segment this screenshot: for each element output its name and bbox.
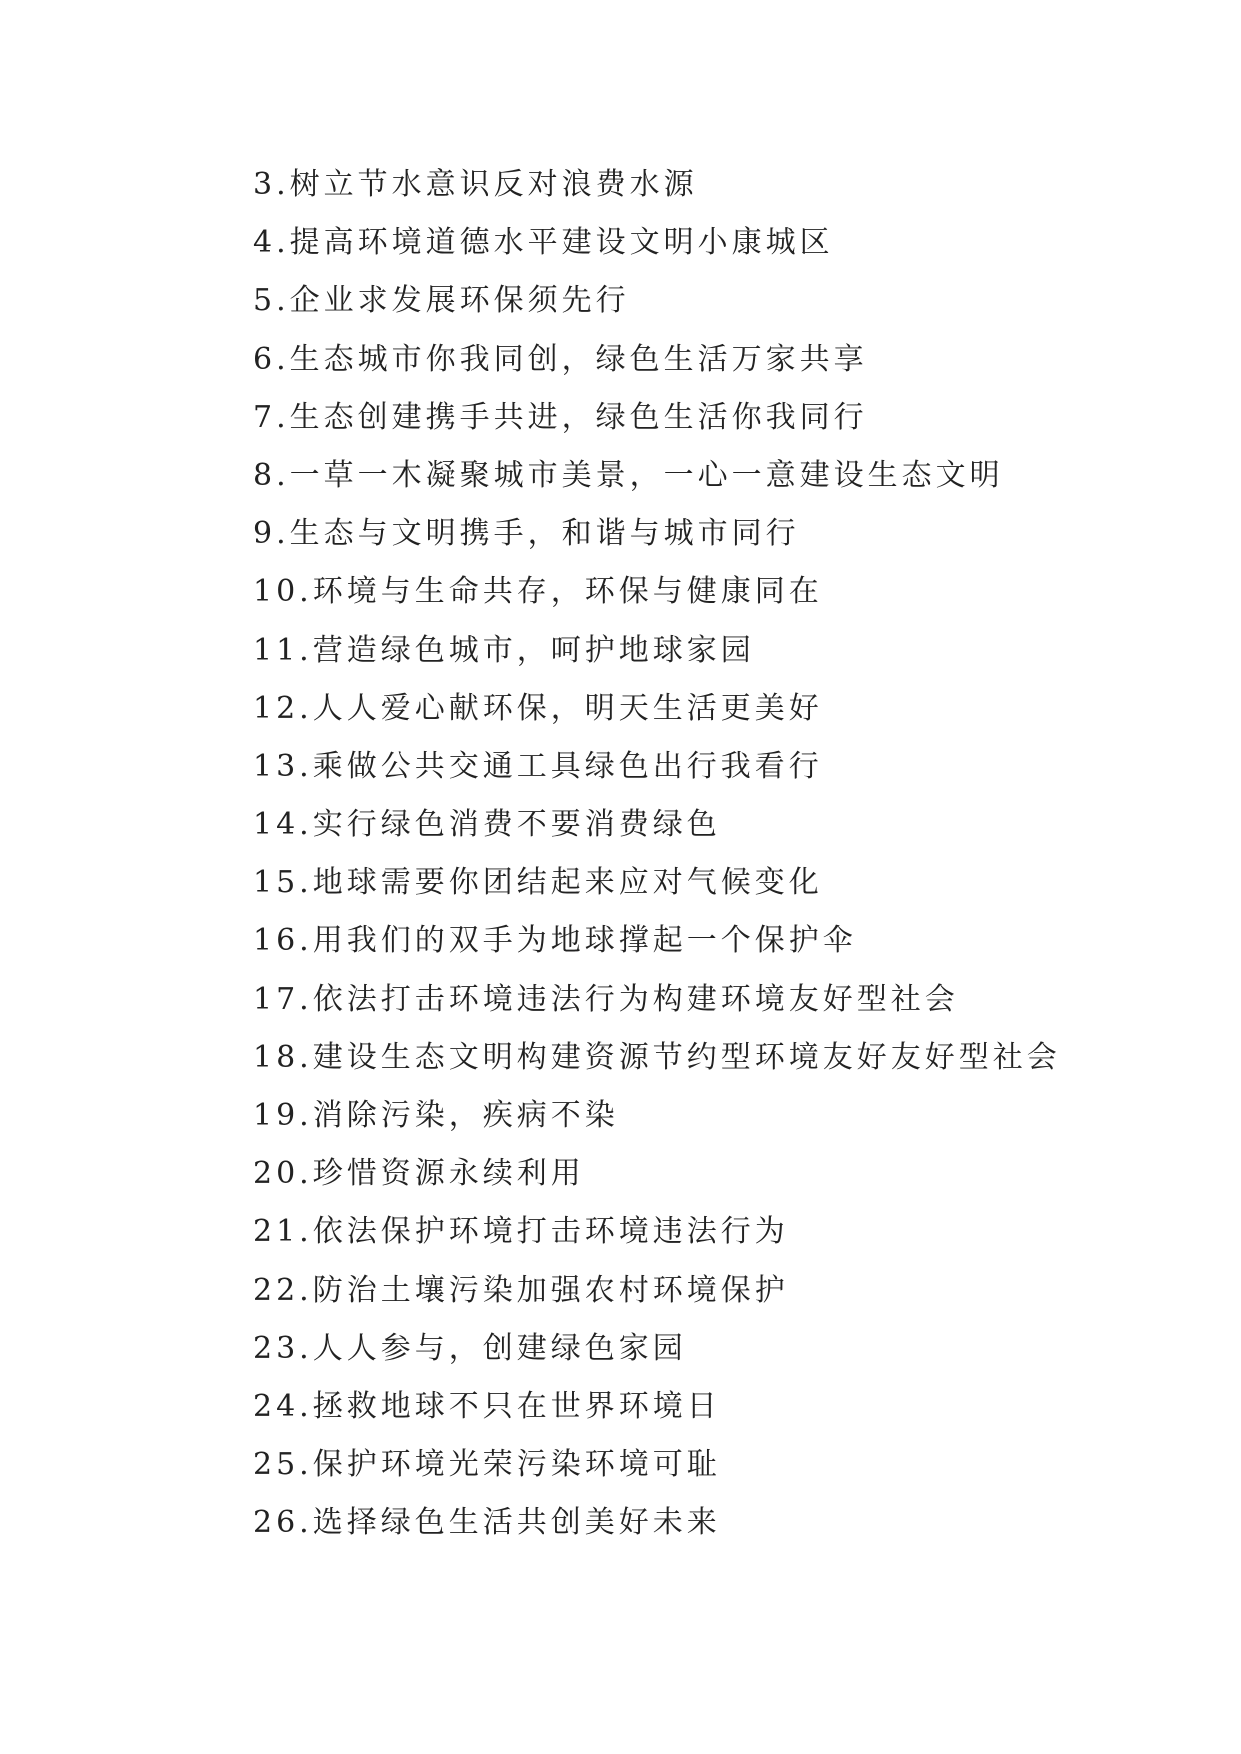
slogan-line-7: 7.生态创建携手共进，绿色生活你我同行 xyxy=(253,399,868,435)
slogan-line-9: 9.生态与文明携手，和谐与城市同行 xyxy=(253,516,800,552)
slogan-line-24: 24.拯救地球不只在世界环境日 xyxy=(253,1388,721,1424)
slogan-line-4: 4.提高环境道德水平建设文明小康城区 xyxy=(253,225,834,261)
slogan-line-15: 15.地球需要你团结起来应对气候变化 xyxy=(253,865,823,901)
slogan-line-19: 19.消除污染，疾病不染 xyxy=(253,1098,619,1133)
slogan-line-5: 5.企业求发展环保须先行 xyxy=(253,283,630,319)
slogan-line-14: 14.实行绿色消费不要消费绿色 xyxy=(253,807,721,843)
slogan-line-17: 17.依法打击环境违法行为构建环境友好型社会 xyxy=(253,981,959,1017)
slogan-line-6: 6.生态城市你我同创，绿色生活万家共享 xyxy=(253,341,868,377)
slogan-line-11: 11.营造绿色城市，呵护地球家园 xyxy=(253,632,755,668)
slogan-line-18: 18.建设生态文明构建资源节约型环境友好友好型社会 xyxy=(253,1039,1061,1075)
slogan-line-8: 8.一草一木凝聚城市美景，一心一意建设生态文明 xyxy=(253,457,1004,493)
slogan-line-3: 3.树立节水意识反对浪费水源 xyxy=(253,167,698,202)
slogan-line-25: 25.保护环境光荣污染环境可耻 xyxy=(253,1447,721,1483)
slogan-line-20: 20.珍惜资源永续利用 xyxy=(253,1156,585,1192)
slogan-line-23: 23.人人参与，创建绿色家园 xyxy=(253,1330,687,1366)
slogan-line-21: 21.依法保护环境打击环境违法行为 xyxy=(253,1214,789,1250)
slogan-line-12: 12.人人爱心献环保，明天生活更美好 xyxy=(253,690,823,726)
slogan-line-26: 26.选择绿色生活共创美好未来 xyxy=(253,1505,721,1541)
slogan-line-22: 22.防治土壤污染加强农村环境保护 xyxy=(253,1272,789,1308)
slogan-line-13: 13.乘做公共交通工具绿色出行我看行 xyxy=(253,748,823,784)
slogan-line-10: 10.环境与生命共存，环保与健康同在 xyxy=(253,574,823,610)
slogan-line-16: 16.用我们的双手为地球撑起一个保护伞 xyxy=(253,923,857,959)
slogan-list xyxy=(253,156,1061,1553)
